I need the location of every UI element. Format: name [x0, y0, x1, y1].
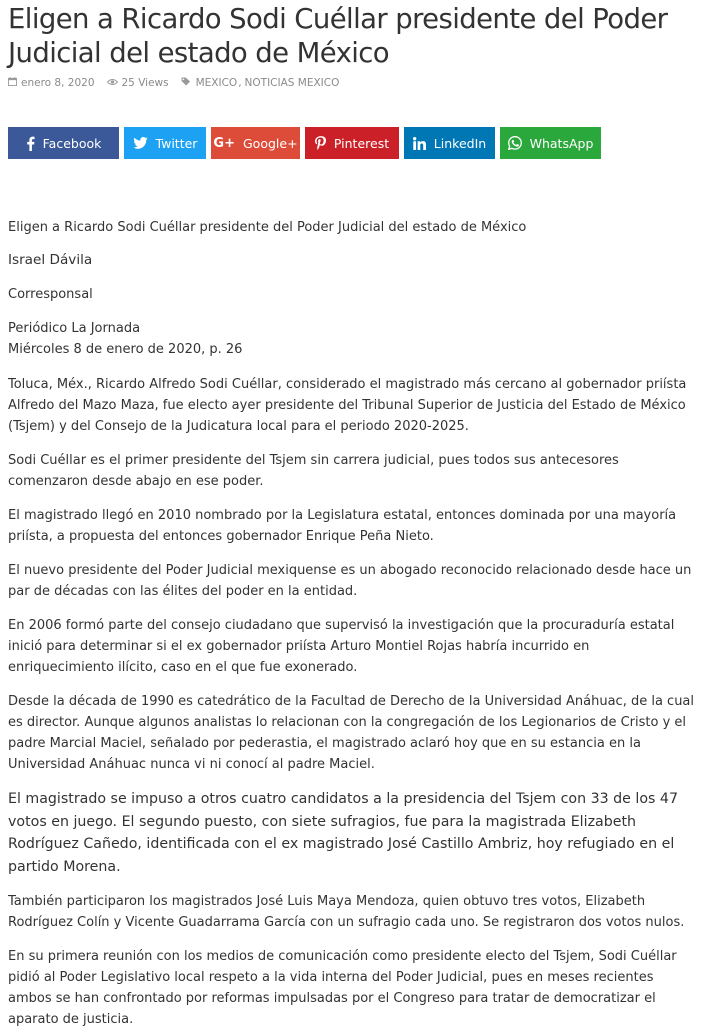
article-paragraph: Toluca, Méx., Ricardo Alfredo Sodi Cuéllar, considerado el magistrado más cercano al gobernador priísta Alfredo del Mazo Maza, fue electo ayer presidente del Tribunal Superior de Justicia del Estado de México (Tsjem) y del Consejo de la Judicatura local para el periodo 2020-2025. [8, 377, 687, 434]
post-views [107, 77, 169, 89]
article-body [8, 217, 699, 1030]
post-views-text: 25 Views [121, 77, 169, 89]
share-facebook-button[interactable] [8, 127, 119, 159]
article-paragraph: El magistrado se impuso a otros cuatro candidatos a la presidencia del Tsjem con 33 de los 47 votos en juego. El segundo puesto, con siete sufragios, fue para la magistrada Elizabeth Rodríguez Cañedo, identificada con el ex magistrado José Castillo Ambriz, hoy refugiado en el partido Morena. [8, 791, 678, 875]
category-separator: , [238, 77, 242, 89]
article-meta [8, 75, 699, 91]
googleplus-icon: G+ [213, 135, 235, 151]
share-whatsapp-label: WhatsApp [529, 135, 594, 151]
article-paragraph: Desde la década de 1990 es catedrático de la Facultad de Derecho de la Universidad Anáhuac, de la cual es director. Aunque algunos analistas lo relacionan con la congregación de los Legionarios de Cristo y el padre Marcial Maciel, señalado por pederastia, el magistrado aclaró hoy que en su estancia en la Universidad Anáhuac nunca vi ni conocí al padre Maciel. [8, 694, 695, 772]
article-source-date: Miércoles 8 de enero de 2020, p. 26 [8, 342, 243, 357]
share-twitter-label: Twitter [155, 135, 198, 151]
tags-icon [181, 77, 192, 89]
article-paragraph: En su primera reunión con los medios de comunicación como presidente electo del Tsjem, Sodi Cuéllar pidió al Poder Legislativo local respeto a la vida interna del Poder Judicial, pues en meses recientes ambos se han confrontado por reformas impulsadas por el Congreso para tratar de democratizar el aparato de justicia. [8, 949, 677, 1027]
article-paragraph: El magistrado llegó en 2010 nombrado por la Legislatura estatal, entonces dominada por una mayoría priísta, a propuesta del entonces gobernador Enrique Peña Nieto. [8, 508, 677, 544]
calendar-icon [8, 77, 17, 89]
article-paragraph: También participaron los magistrados José Luis Maya Mendoza, quien obtuvo tres votos, Elizabeth Rodríguez Colín y Vicente Guadarrama García con un sufragio cada uno. Se registraron dos votos nulos. [8, 894, 685, 930]
article-author-role: Corresponsal [8, 287, 93, 302]
share-pinterest-button[interactable] [305, 127, 399, 159]
article-paragraph: Sodi Cuéllar es el primer presidente del Tsjem sin carrera judicial, pues todos sus antecesores comenzaron desde abajo en ese poder. [8, 453, 619, 489]
post-date-text: enero 8, 2020 [21, 77, 95, 89]
article-paragraph: En 2006 formó parte del consejo ciudadano que supervisó la investigación que la procuraduría estatal inició para determinar si el ex gobernador priísta Arturo Montiel Rojas habría incurrido en enriquecimiento ilícito, caso en el que fue exonerado. [8, 618, 675, 675]
share-linkedin-button[interactable] [404, 127, 495, 159]
category-link-mexico[interactable]: MEXICO [195, 77, 238, 89]
pinterest-icon [315, 136, 326, 151]
article-paragraph: El nuevo presidente del Poder Judicial mexiquense es un abogado reconocido relacionado desde hace un par de décadas con las élites del poder en la entidad. [8, 563, 692, 599]
article-author: Israel Dávila [8, 252, 93, 268]
share-googleplus-button[interactable] [211, 127, 300, 159]
whatsapp-icon [508, 136, 522, 150]
article-source [8, 318, 699, 360]
twitter-icon [133, 137, 148, 149]
article-source-publication: Periódico La Jornada [8, 321, 141, 336]
facebook-icon [26, 136, 35, 151]
article-lead: Eligen a Ricardo Sodi Cuéllar presidente del Poder Judicial del estado de México [8, 220, 527, 235]
share-twitter-button[interactable] [124, 127, 206, 159]
article-title: Eligen a Ricardo Sodi Cuéllar presidente del Poder Judicial del estado de México [8, 3, 668, 69]
post-date [8, 77, 95, 89]
category-link-noticias-mexico[interactable]: NOTICIAS MEXICO [244, 77, 340, 89]
share-whatsapp-button[interactable] [500, 127, 601, 159]
post-categories [181, 77, 340, 89]
share-pinterest-label: Pinterest [333, 135, 390, 151]
share-googleplus-label: Google+ [243, 135, 298, 151]
share-facebook-label: Facebook [42, 135, 102, 151]
share-linkedin-label: LinkedIn [433, 135, 487, 151]
eye-icon [107, 77, 118, 89]
linkedin-icon [413, 137, 426, 150]
share-buttons [8, 127, 699, 159]
